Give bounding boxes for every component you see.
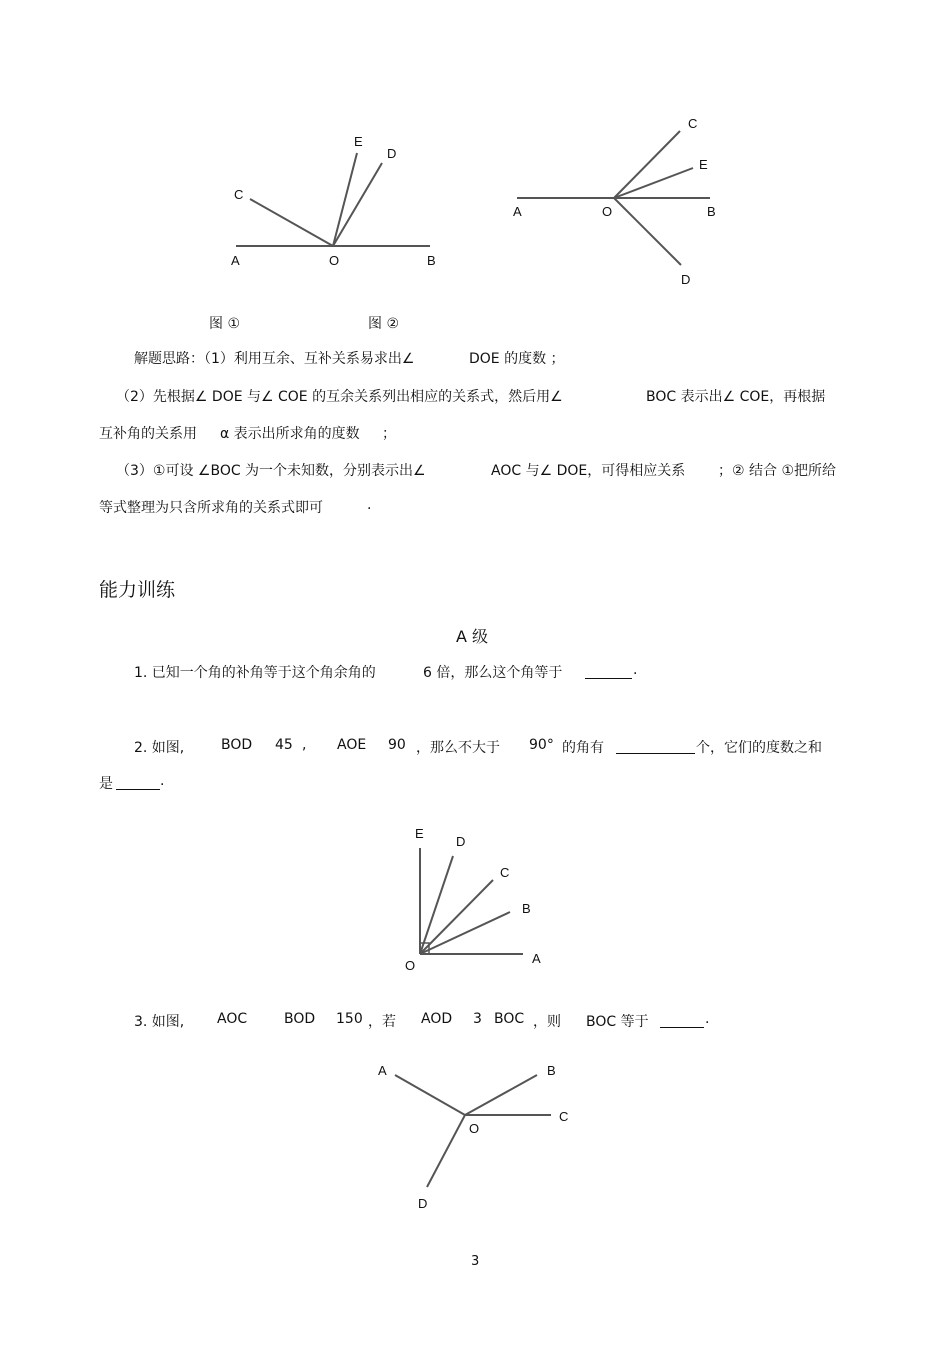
q3-answer-blank[interactable] [660, 1013, 704, 1028]
q2-text-d: , [302, 737, 307, 753]
fig2-label-D: D [681, 272, 691, 287]
q3-text-i: ，则 [533, 1014, 561, 1030]
hint-line-4c: ；② 结合 ①把所给 [718, 463, 837, 479]
fig4-label-D: D [418, 1196, 428, 1211]
fig3-ray-OB [420, 912, 510, 954]
q1-text-b: 6 倍，那么这个角等于 [423, 665, 563, 681]
fig3-ray-OD [420, 856, 453, 954]
fig4-label-O: O [469, 1121, 480, 1136]
q3-text-b: AOC [217, 1011, 248, 1027]
fig4-label-C: C [559, 1109, 569, 1124]
fig2-label-C: C [688, 116, 698, 131]
q1-answer-blank[interactable] [585, 664, 632, 679]
fig3-label-C: C [500, 865, 510, 880]
caption-fig2: 图 ② [368, 316, 400, 332]
caption-fig1: 图 ① [209, 316, 241, 332]
fig2-label-O: O [602, 204, 613, 219]
hint-line-4a: （3）①可设 ∠BOC 为一个未知数，分别表示出∠ [116, 463, 426, 479]
fig1-label-O: O [329, 253, 340, 268]
fig3-label-E: E [415, 826, 424, 841]
fig3-ray-OC [420, 880, 493, 954]
q2-text-h: 90° [529, 737, 554, 753]
fig2-ray-OC [614, 131, 680, 198]
fig4-ray-OD [427, 1115, 465, 1187]
q3-text-c: BOD [284, 1011, 316, 1027]
q3-text-k: . [705, 1011, 710, 1027]
figure-2 [517, 131, 710, 265]
q3-text-d: 150 [336, 1011, 363, 1027]
q2-answer-blank-sum[interactable] [116, 775, 160, 790]
fig1-label-B: B [427, 253, 436, 268]
fig3-label-O: O [405, 958, 416, 973]
figure-3 [420, 848, 523, 954]
q2-answer-blank-count[interactable] [616, 739, 695, 754]
fig4-ray-OA [395, 1075, 465, 1115]
fig2-ray-OE [614, 168, 693, 198]
q3-text-f: AOD [421, 1011, 453, 1027]
fig3-label-A: A [532, 951, 541, 966]
q2-text-a: 2. 如图, [134, 740, 185, 756]
section-level: A 级 [456, 627, 489, 646]
hint-line-1a: 解题思路：（1）利用互余、互补关系易求出∠ [134, 351, 415, 367]
hint-line-2b: BOC 表示出∠ COE，再根据 [646, 389, 826, 405]
fig2-label-E: E [699, 157, 708, 172]
q2-text-f: 90 [388, 737, 406, 753]
hint-line-3b: α 表示出所求角的度数 [220, 426, 360, 442]
section-title: 能力训练 [99, 579, 176, 601]
hint-line-5a: 等式整理为只含所求角的关系式即可 [99, 500, 323, 516]
fig1-ray-OE [333, 153, 357, 246]
q2-text-g: ，那么不大于 [416, 740, 500, 756]
fig4-label-B: B [547, 1063, 556, 1078]
q2-text-i: 的角有 [562, 740, 604, 756]
fig1-label-E: E [354, 134, 363, 149]
q3-text-j: BOC 等于 [586, 1014, 649, 1030]
q3-text-g: 3 [473, 1011, 482, 1027]
q3-text-e: ，若 [368, 1014, 396, 1030]
fig4-label-A: A [378, 1063, 387, 1078]
q3-text-a: 3. 如图, [134, 1014, 185, 1030]
fig3-label-B: B [522, 901, 531, 916]
fig1-label-C: C [234, 187, 244, 202]
figure-1 [236, 153, 430, 246]
page-number: 3 [471, 1254, 480, 1269]
q2-text-k: 是 [99, 776, 113, 792]
q2-text-e: AOE [337, 737, 367, 753]
hint-line-5b: . [367, 497, 372, 513]
fig1-label-D: D [387, 146, 397, 161]
q2-text-j: 个，它们的度数之和 [696, 740, 822, 756]
q1-text-a: 1. 已知一个角的补角等于这个角余角的 [134, 665, 376, 681]
fig1-ray-OC [250, 199, 333, 246]
hint-line-1b: DOE 的度数 ； [469, 351, 565, 367]
fig2-ray-OD [614, 198, 681, 265]
hint-line-4b: AOC 与∠ DOE，可得相应关系 [491, 463, 686, 479]
fig1-label-A: A [231, 253, 240, 268]
hint-line-2a: （2）先根据∠ DOE 与∠ COE 的互余关系列出相应的关系式，然后用∠ [116, 389, 563, 405]
fig2-label-B: B [707, 204, 716, 219]
q1-text-c: . [633, 662, 638, 678]
fig1-ray-OD [333, 163, 382, 246]
hint-line-3a: 互补角的关系用 [99, 426, 197, 442]
fig2-label-A: A [513, 204, 522, 219]
q2-text-l: . [160, 773, 165, 789]
q3-text-h: BOC [494, 1011, 525, 1027]
q2-text-b: BOD [221, 737, 253, 753]
fig3-label-D: D [456, 834, 466, 849]
hint-line-3c: ； [382, 426, 396, 442]
q2-text-c: 45 [275, 737, 293, 753]
fig4-ray-OB [465, 1075, 537, 1115]
